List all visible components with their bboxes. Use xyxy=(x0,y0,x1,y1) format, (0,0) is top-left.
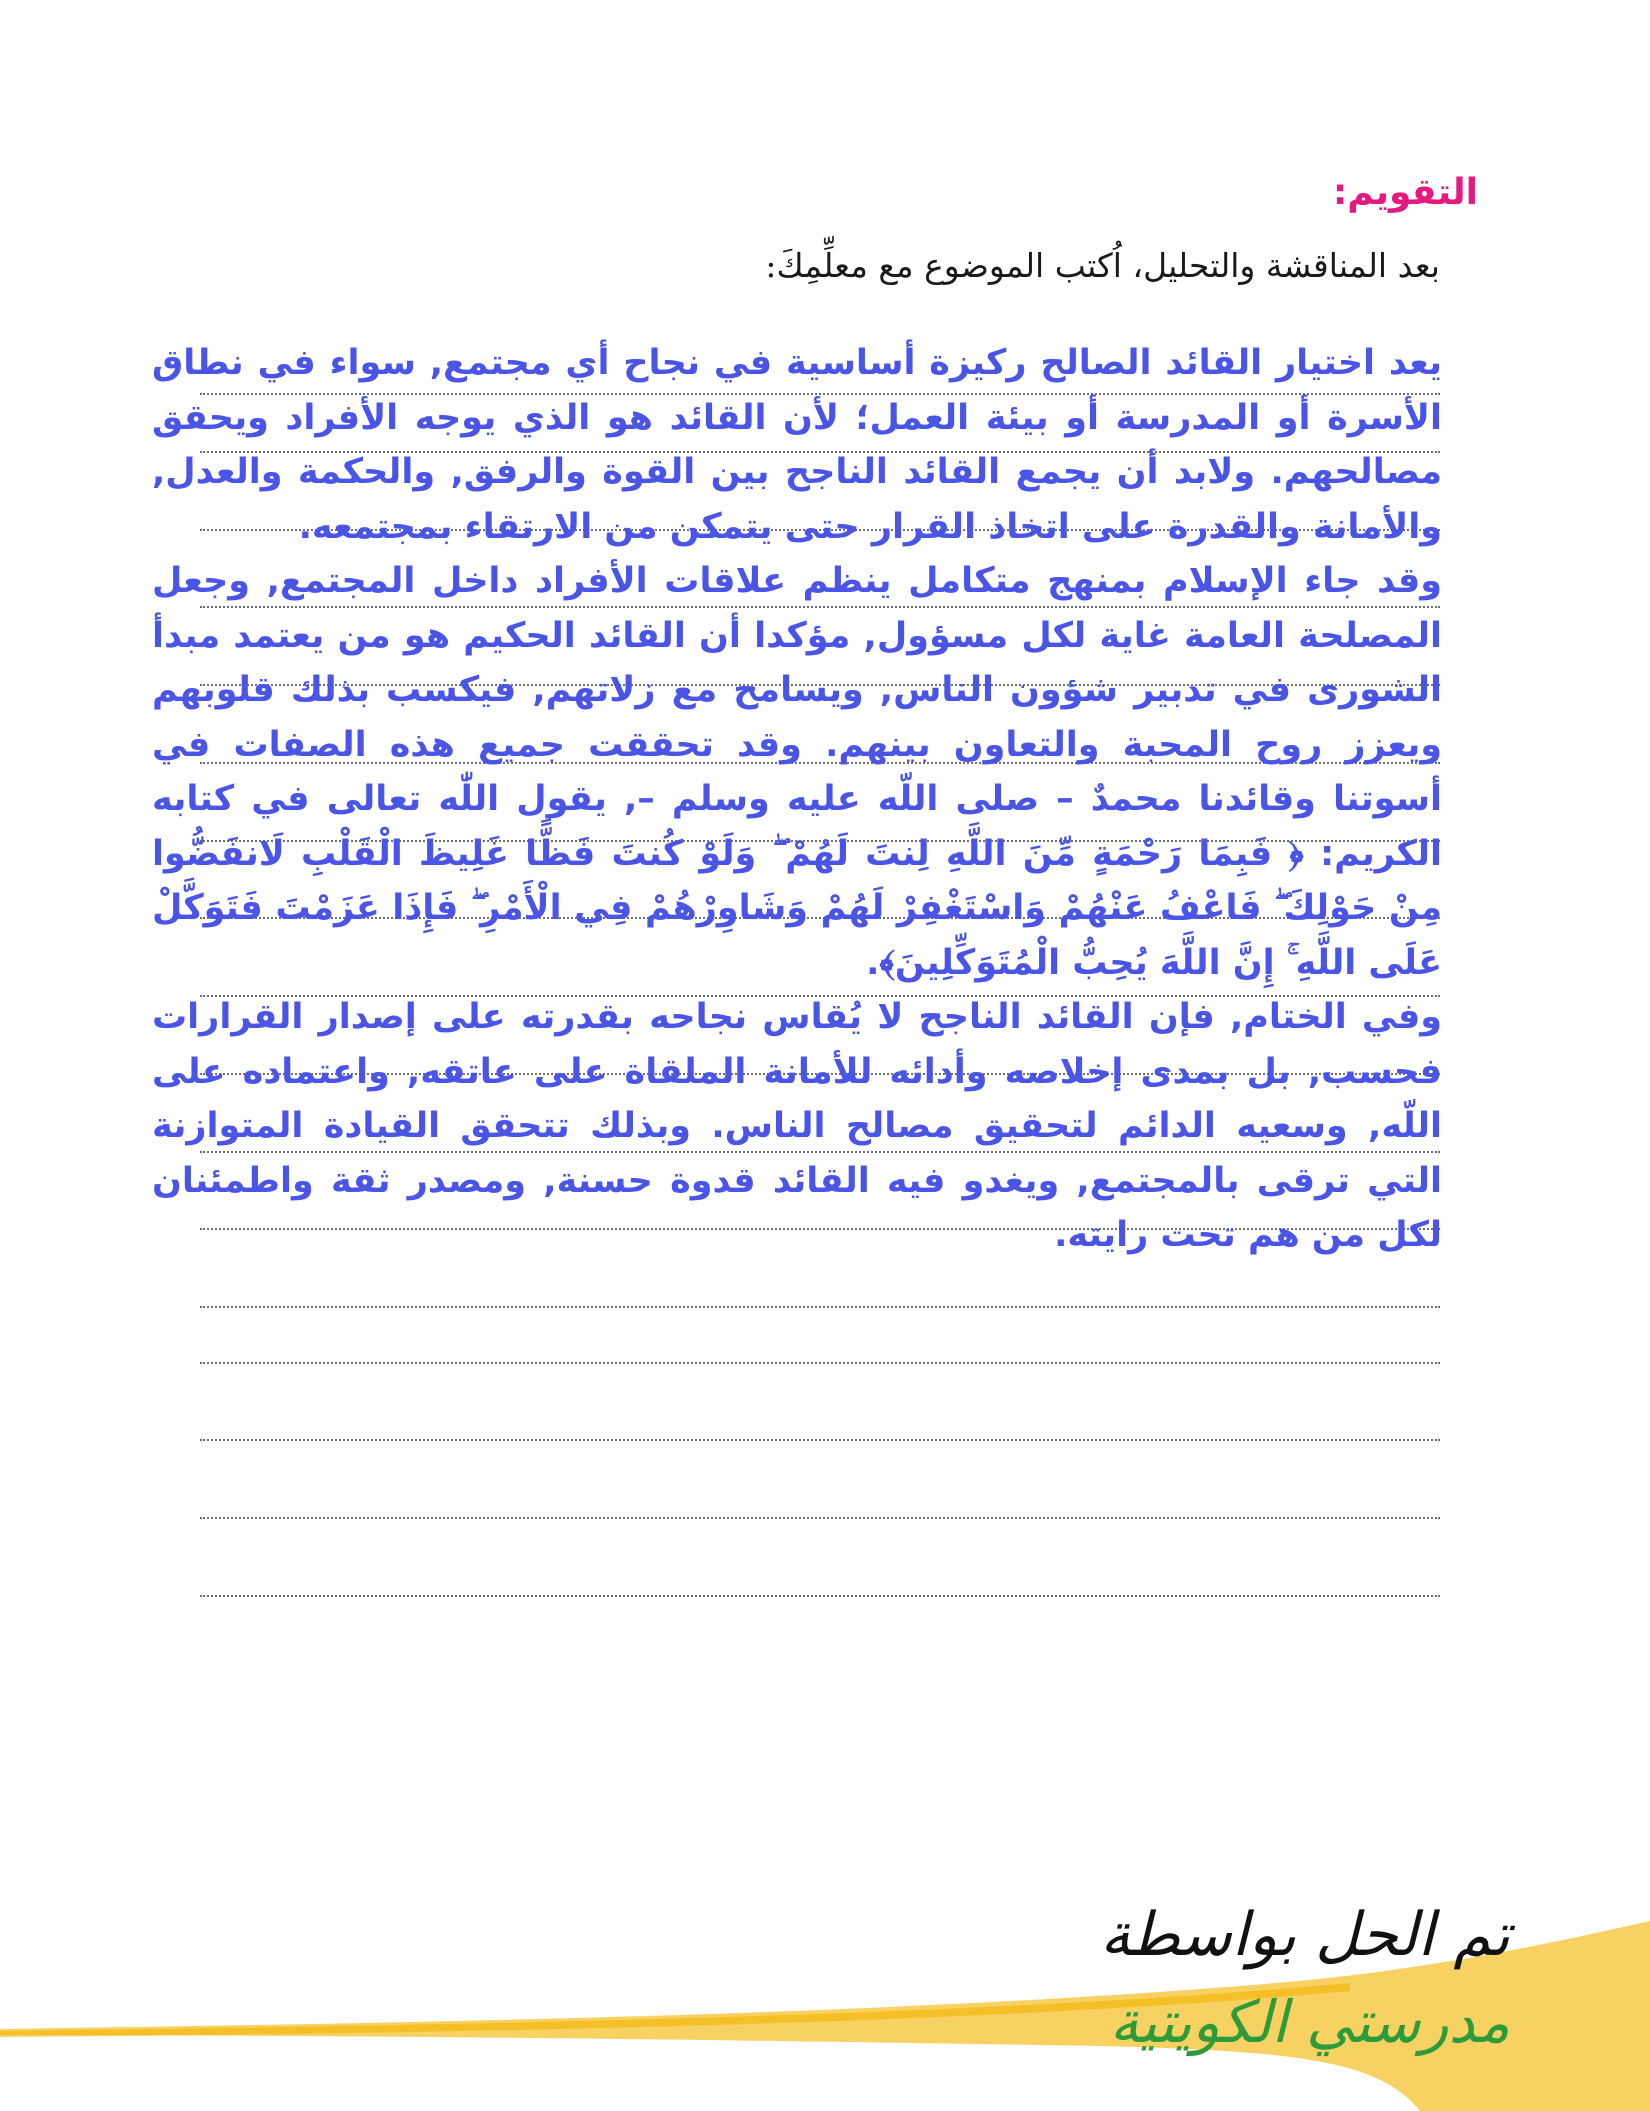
answer-essay xyxy=(152,336,1442,1263)
answer-paragraph-conclusion: وفي الختام, فإن القائد الناجح لا يُقاس نجاحه بقدرته على إصدار القرارات فحسب, بل بمدى إخلاصه وأدائه للأمانة الملقاة على عاتقه, واعتماده على اللّه, وسعيه الدائم لتحقيق مصالح الناس. وبذلك تتحقق القيادة المتوازنة التي ترقى بالمجتمع, ويغدو فيه القائد قدوة حسنة, ومصدر ثقة واطمئنان لكل من هم تحت رايته. xyxy=(152,997,1442,1255)
stamp-solved-by: تم الحل بواسطة xyxy=(1100,1900,1510,1970)
writing-line xyxy=(200,1362,1440,1364)
writing-line xyxy=(200,1439,1440,1441)
stamp-brand-name: مدرستي الكويتية xyxy=(1109,1988,1510,2056)
answer-paragraph-intro: يعد اختيار القائد الصالح ركيزة أساسية في نجاح أي مجتمع, سواء في نطاق الأسرة أو المدرسة أو بيئة العمل؛ لأن القائد هو الذي يوجه الأفراد ويحقق مصالحهم. ولابد أن يجمع القائد الناجح بين القوة والرفق, والحكمة والعدل, والأمانة والقدرة على اتخاذ القرار حتى يتمكن من الارتقاء بمجتمعه. xyxy=(152,343,1442,547)
instruction-text: بعد المناقشة والتحليل، اُكتب الموضوع مع معلِّمِكَ: xyxy=(765,246,1440,285)
answer-paragraph-body: وقد جاء الإسلام بمنهج متكامل ينظم علاقات الأفراد داخل المجتمع, وجعل المصلحة العامة غاية لكل مسؤول, مؤكدا أن القائد الحكيم هو من يعتمد مبدأ الشورى في تدبير شؤون الناس, ويسامح مع زلاتهم, فيكسب بذلك قلوبهم ويعزز روح المحبة والتعاون بينهم. وقد تحققت جميع هذه الصفات في أسوتنا وقائدنا محمدٌ – صلى اللّه عليه وسلم –, يقول اللّٰه تعالى في كتابه الكريم: ﴿ فَبِمَا رَحْمَةٍ مِّنَ اللَّهِ لِنتَ لَهُمْ ۖ وَلَوْ كُنتَ فَظًّا غَلِيظَ الْقَلْبِ لَانفَضُّوا مِنْ حَوْلِكَ ۖ فَاعْفُ عَنْهُمْ وَاسْتَغْفِرْ لَهُمْ وَشَاوِرْهُمْ فِي الْأَمْرِ ۖ فَإِذَا عَزَمْتَ فَتَوَكَّلْ عَلَى اللَّهِ ۚ إِنَّ اللَّهَ يُحِبُّ الْمُتَوَكِّلِينَ﴾. xyxy=(152,561,1442,983)
section-title: التقويم: xyxy=(1332,172,1478,213)
writing-line xyxy=(200,1306,1440,1308)
writing-line xyxy=(200,1595,1440,1597)
writing-line xyxy=(200,1517,1440,1519)
